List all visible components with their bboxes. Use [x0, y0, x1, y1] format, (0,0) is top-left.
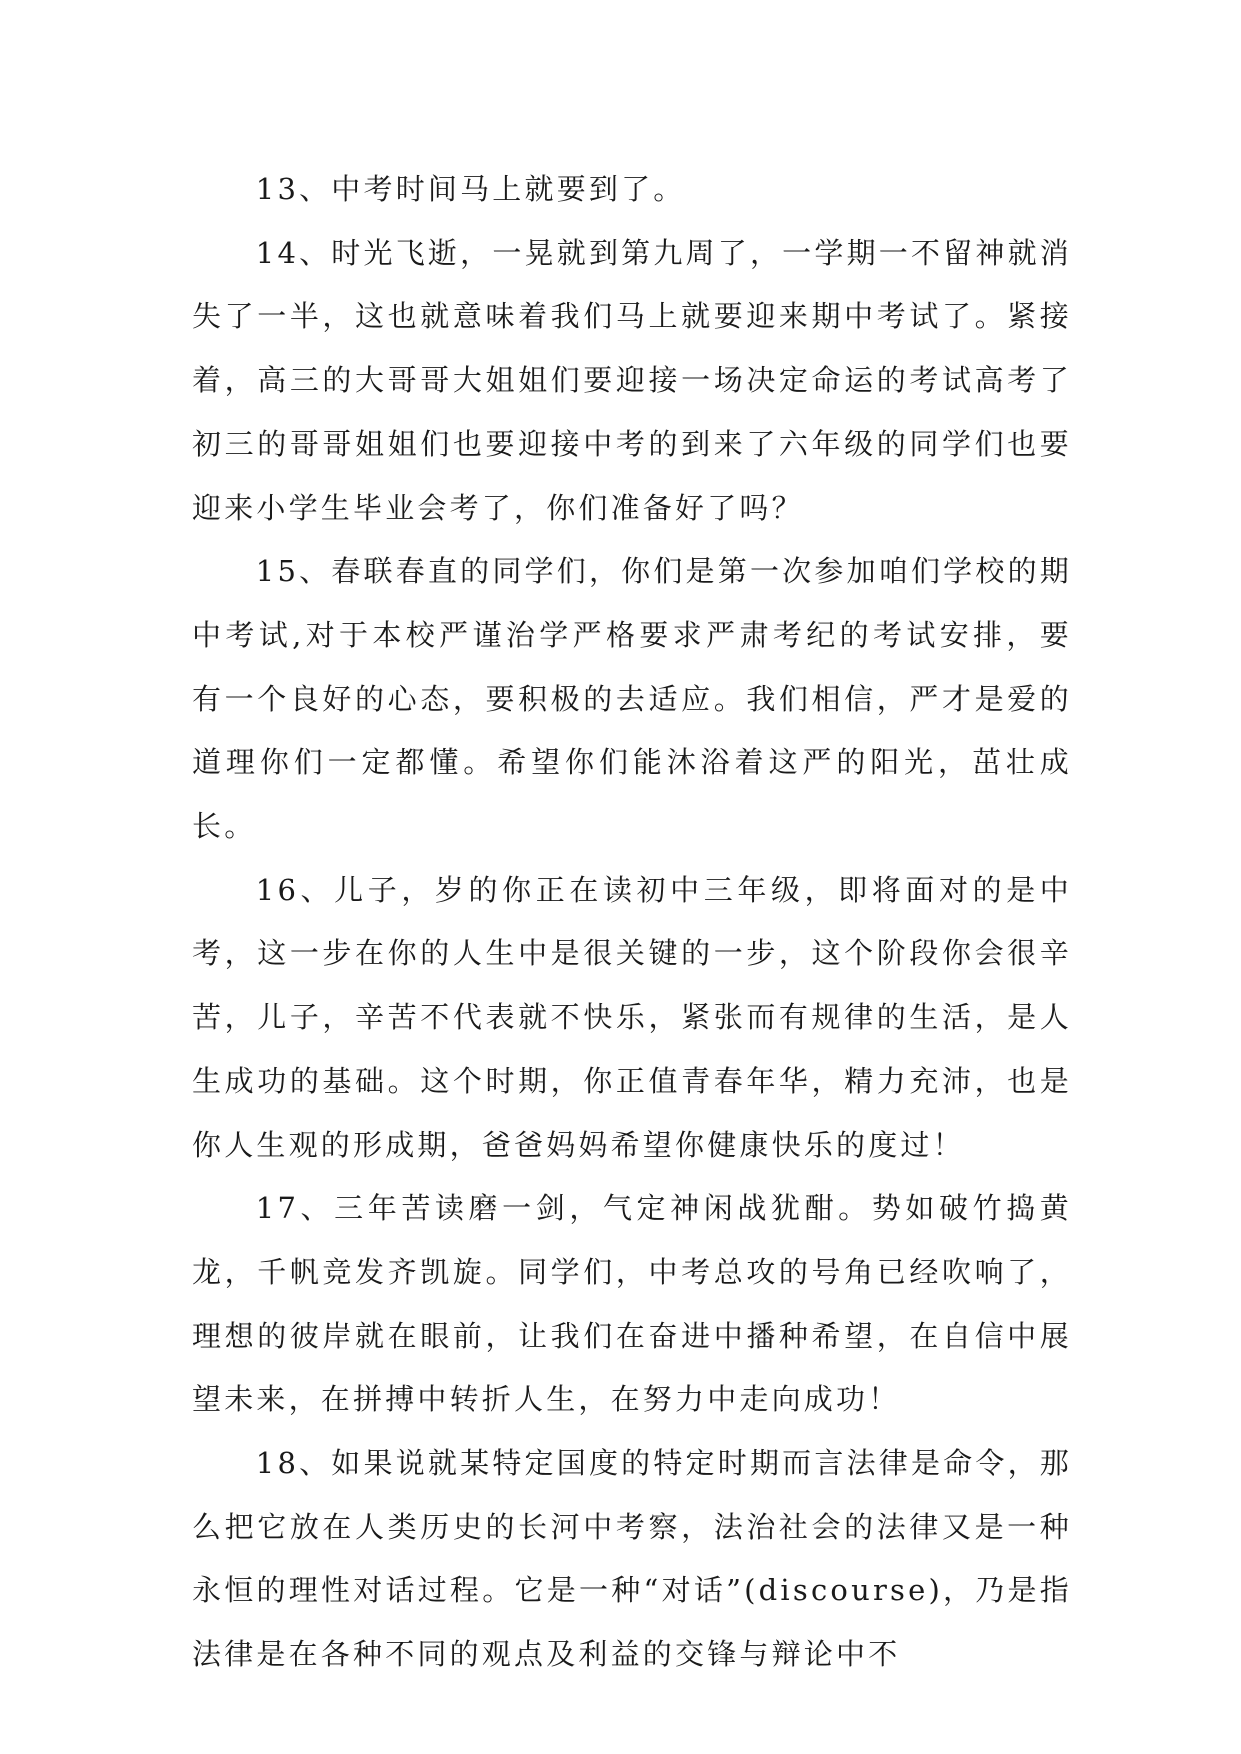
paragraph-17: 17、三年苦读磨一剑，气定神闲战犹酣。势如破竹捣黄龙，千帆竞发齐凯旋。同学们，中考总攻的号角已经吹响了，理想的彼岸就在眼前，让我们在奋进中播种希望，在自信中展望未来，在拼搏中转折人生，在努力中走向成功！: [192, 1191, 1072, 1417]
paragraph-13: 13、中考时间马上就要到了。: [255, 172, 686, 206]
paragraph-16: 16、儿子，岁的你正在读初中三年级，即将面对的是中考，这一步在你的人生中是很关键的一步，这个阶段你会很辛苦，儿子，辛苦不代表就不快乐，紧张而有规律的生活，是人生成功的基础。这个时期，你正值青春年华，精力充沛，也是你人生观的形成期，爸爸妈妈希望你健康快乐的度过！: [192, 872, 1072, 1162]
paragraph-14: 14、时光飞逝，一晃就到第九周了，一学期一不留神就消失了一半，这也就意味着我们马上就要迎来期中考试了。紧接着，高三的大哥哥大姐姐们要迎接一场决定命运的考试高考了初三的哥哥姐姐们也要迎接中考的到来了六年级的同学们也要迎来小学生毕业会考了，你们准备好了吗？: [192, 235, 1072, 525]
paragraph-15: 15、春联春直的同学们，你们是第一次参加咱们学校的期中考试,对于本校严谨治学严格要求严肃考纪的考试安排，要有一个良好的心态，要积极的去适应。我们相信，严才是爱的道理你们一定都懂。希望你们能沐浴着这严的阳光，茁壮成长。: [192, 554, 1072, 844]
paragraph-18: 18、如果说就某特定国度的特定时期而言法律是命令，那么把它放在人类历史的长河中考察，法治社会的法律又是一种永恒的理性对话过程。它是一种“对话”(discourse)，乃是指法律是在各种不同的观点及利益的交锋与辩论中不: [192, 1446, 1072, 1672]
document-body: [192, 158, 1072, 1687]
